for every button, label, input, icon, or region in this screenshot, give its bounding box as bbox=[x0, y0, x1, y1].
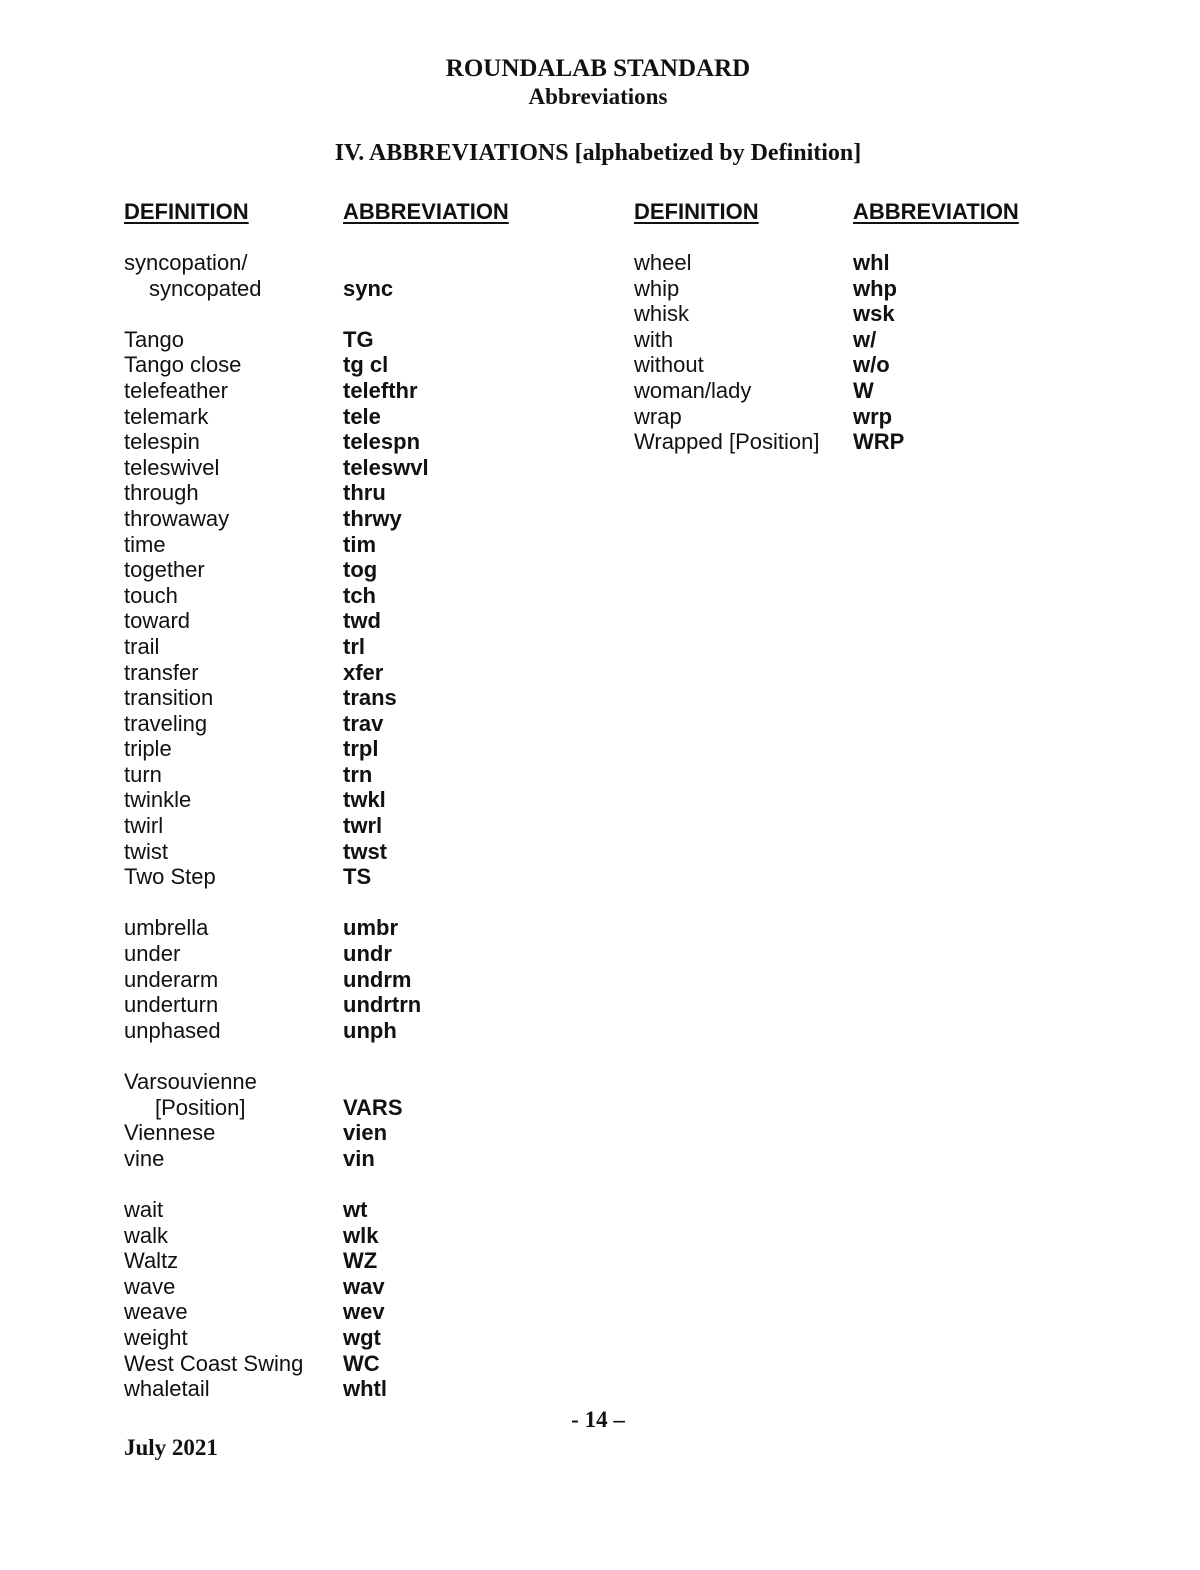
left-abbreviation-column bbox=[343, 250, 429, 1402]
left-definition-header: DEFINITION bbox=[124, 199, 249, 224]
abbreviation-cell: telefthr bbox=[343, 377, 418, 403]
abbreviation-cell: tele bbox=[343, 403, 381, 429]
definition-cell: touch bbox=[124, 582, 178, 608]
abbreviation-cell: trav bbox=[343, 710, 384, 736]
abbreviation-cell: thrwy bbox=[343, 505, 402, 531]
definition-cell bbox=[124, 301, 303, 327]
definition-cell: throwaway bbox=[124, 505, 230, 531]
definition-cell: vine bbox=[124, 1145, 165, 1171]
abbreviation-cell: whtl bbox=[343, 1376, 387, 1402]
abbreviation-cell: tog bbox=[343, 557, 378, 583]
abbreviation-cell: WC bbox=[343, 1350, 380, 1376]
definition-cell: whisk bbox=[634, 301, 690, 327]
abbreviation-cell bbox=[343, 250, 429, 276]
abbreviation-cell: trans bbox=[343, 685, 397, 711]
definition-cell: Wrapped [Position] bbox=[634, 429, 820, 455]
abbreviation-cell: wrp bbox=[853, 403, 893, 429]
definition-cell: teleswivel bbox=[124, 454, 220, 480]
definition-cell: Tango bbox=[124, 326, 184, 352]
abbreviation-cell: w/o bbox=[853, 352, 890, 378]
definition-cell: with bbox=[634, 326, 674, 352]
footer-date: July 2021 bbox=[124, 1435, 218, 1460]
abbreviation-cell: TG bbox=[343, 326, 374, 352]
definition-cell: weight bbox=[124, 1324, 188, 1350]
definition-cell: walk bbox=[124, 1222, 169, 1248]
definition-cell: Two Step bbox=[124, 864, 216, 890]
abbreviation-cell: TS bbox=[343, 864, 372, 890]
abbreviation-cell: twkl bbox=[343, 787, 386, 813]
definition-cell: without bbox=[634, 352, 704, 378]
left-abbreviation-header: ABBREVIATION bbox=[343, 199, 509, 224]
right-definition-header: DEFINITION bbox=[634, 199, 759, 224]
abbreviation-cell: tim bbox=[343, 531, 376, 557]
abbreviation-cell: whl bbox=[853, 250, 890, 275]
definition-cell: woman/lady bbox=[634, 377, 752, 403]
abbreviation-cell: undrtrn bbox=[343, 992, 422, 1018]
abbreviation-cell: whp bbox=[853, 275, 897, 301]
definition-cell: telemark bbox=[124, 403, 209, 429]
definition-cell: time bbox=[124, 531, 166, 557]
definition-cell: underarm bbox=[124, 966, 219, 992]
definition-cell: Waltz bbox=[124, 1248, 179, 1274]
abbreviation-cell: twrl bbox=[343, 813, 383, 839]
definition-cell: through bbox=[124, 480, 199, 506]
definition-cell: wrap bbox=[634, 403, 682, 429]
definition-cell: twirl bbox=[124, 813, 164, 839]
right-definition-column bbox=[634, 250, 819, 455]
definition-cell: underturn bbox=[124, 992, 219, 1018]
definition-cell: twinkle bbox=[124, 787, 192, 813]
abbreviation-cell: W bbox=[853, 377, 874, 403]
abbreviation-cell: wav bbox=[343, 1273, 385, 1299]
definition-cell: weave bbox=[124, 1299, 188, 1325]
definition-cell: unphased bbox=[124, 1017, 221, 1043]
definition-cell: wheel bbox=[634, 250, 692, 275]
right-abbreviation-column bbox=[853, 250, 904, 455]
abbreviation-cell: wev bbox=[343, 1299, 385, 1325]
definition-cell: traveling bbox=[124, 710, 208, 736]
abbreviation-cell: wsk bbox=[853, 301, 895, 327]
definition-cell: whaletail bbox=[124, 1376, 210, 1402]
abbreviation-cell: wt bbox=[343, 1196, 368, 1222]
abbreviation-cell: umbr bbox=[343, 915, 398, 941]
document-title: ROUNDALAB STANDARD bbox=[445, 55, 751, 82]
abbreviation-cell: twd bbox=[343, 608, 381, 634]
definition-cell: turn bbox=[124, 761, 162, 787]
definition-cell: together bbox=[124, 557, 205, 583]
definition-cell: under bbox=[124, 941, 181, 967]
right-abbreviation-header: ABBREVIATION bbox=[853, 199, 1019, 224]
page-number: - 14 – bbox=[571, 1407, 625, 1432]
abbreviation-cell: w/ bbox=[853, 326, 877, 352]
definition-cell: umbrella bbox=[124, 915, 209, 941]
abbreviation-cell: undr bbox=[343, 941, 392, 967]
abbreviation-cell: wlk bbox=[343, 1222, 379, 1248]
abbreviation-cell: twst bbox=[343, 838, 387, 864]
abbreviation-cell: sync bbox=[343, 275, 394, 301]
abbreviation-cell bbox=[343, 890, 429, 916]
abbreviation-cell: teleswvl bbox=[343, 454, 429, 480]
abbreviation-cell bbox=[343, 1171, 429, 1197]
abbreviation-cell: telespn bbox=[343, 429, 421, 455]
definition-cell: Varsouvienne bbox=[124, 1069, 257, 1094]
abbreviation-cell: VARS bbox=[343, 1094, 403, 1120]
definition-cell: wave bbox=[124, 1273, 176, 1299]
abbreviation-cell: WZ bbox=[343, 1248, 378, 1274]
definition-cell: Viennese bbox=[124, 1120, 216, 1146]
abbreviation-cell bbox=[343, 1043, 429, 1069]
definition-cell: transfer bbox=[124, 659, 199, 685]
definition-cell bbox=[124, 890, 303, 916]
definition-cell: whip bbox=[634, 275, 680, 301]
definition-cell: transition bbox=[124, 685, 214, 711]
definition-cell bbox=[124, 1043, 303, 1069]
definition-cell: syncopation/ bbox=[124, 250, 248, 275]
abbreviation-cell bbox=[343, 301, 429, 327]
definition-cell bbox=[124, 1171, 303, 1197]
abbreviation-cell: WRP bbox=[853, 429, 905, 455]
definition-cell: trail bbox=[124, 633, 160, 659]
abbreviation-cell: trn bbox=[343, 761, 373, 787]
section-heading: IV. ABBREVIATIONS [alphabetized by Definition] bbox=[334, 140, 862, 166]
definition-cell: twist bbox=[124, 838, 168, 864]
abbreviation-cell: wgt bbox=[343, 1324, 381, 1350]
definition-cell: West Coast Swing bbox=[124, 1350, 304, 1376]
definition-cell: [Position] bbox=[155, 1094, 246, 1120]
abbreviation-cell: vin bbox=[343, 1145, 375, 1171]
abbreviation-cell: vien bbox=[343, 1120, 388, 1146]
abbreviation-cell bbox=[343, 1069, 429, 1095]
abbreviation-cell: thru bbox=[343, 480, 386, 506]
abbreviation-cell: xfer bbox=[343, 659, 384, 685]
definition-cell: Tango close bbox=[124, 352, 242, 378]
definition-cell: syncopated bbox=[149, 275, 262, 301]
document-subtitle: Abbreviations bbox=[528, 84, 668, 109]
abbreviation-cell: tch bbox=[343, 582, 376, 608]
left-definition-column bbox=[124, 250, 303, 1402]
definition-cell: wait bbox=[124, 1196, 164, 1222]
abbreviation-cell: undrm bbox=[343, 966, 412, 992]
definition-cell: telespin bbox=[124, 429, 200, 455]
abbreviation-cell: tg cl bbox=[343, 352, 389, 378]
definition-cell: triple bbox=[124, 736, 172, 762]
definition-cell: telefeather bbox=[124, 377, 228, 403]
abbreviation-cell: unph bbox=[343, 1017, 397, 1043]
abbreviation-cell: trpl bbox=[343, 736, 379, 762]
definition-cell: toward bbox=[124, 608, 191, 634]
abbreviation-cell: trl bbox=[343, 633, 365, 659]
